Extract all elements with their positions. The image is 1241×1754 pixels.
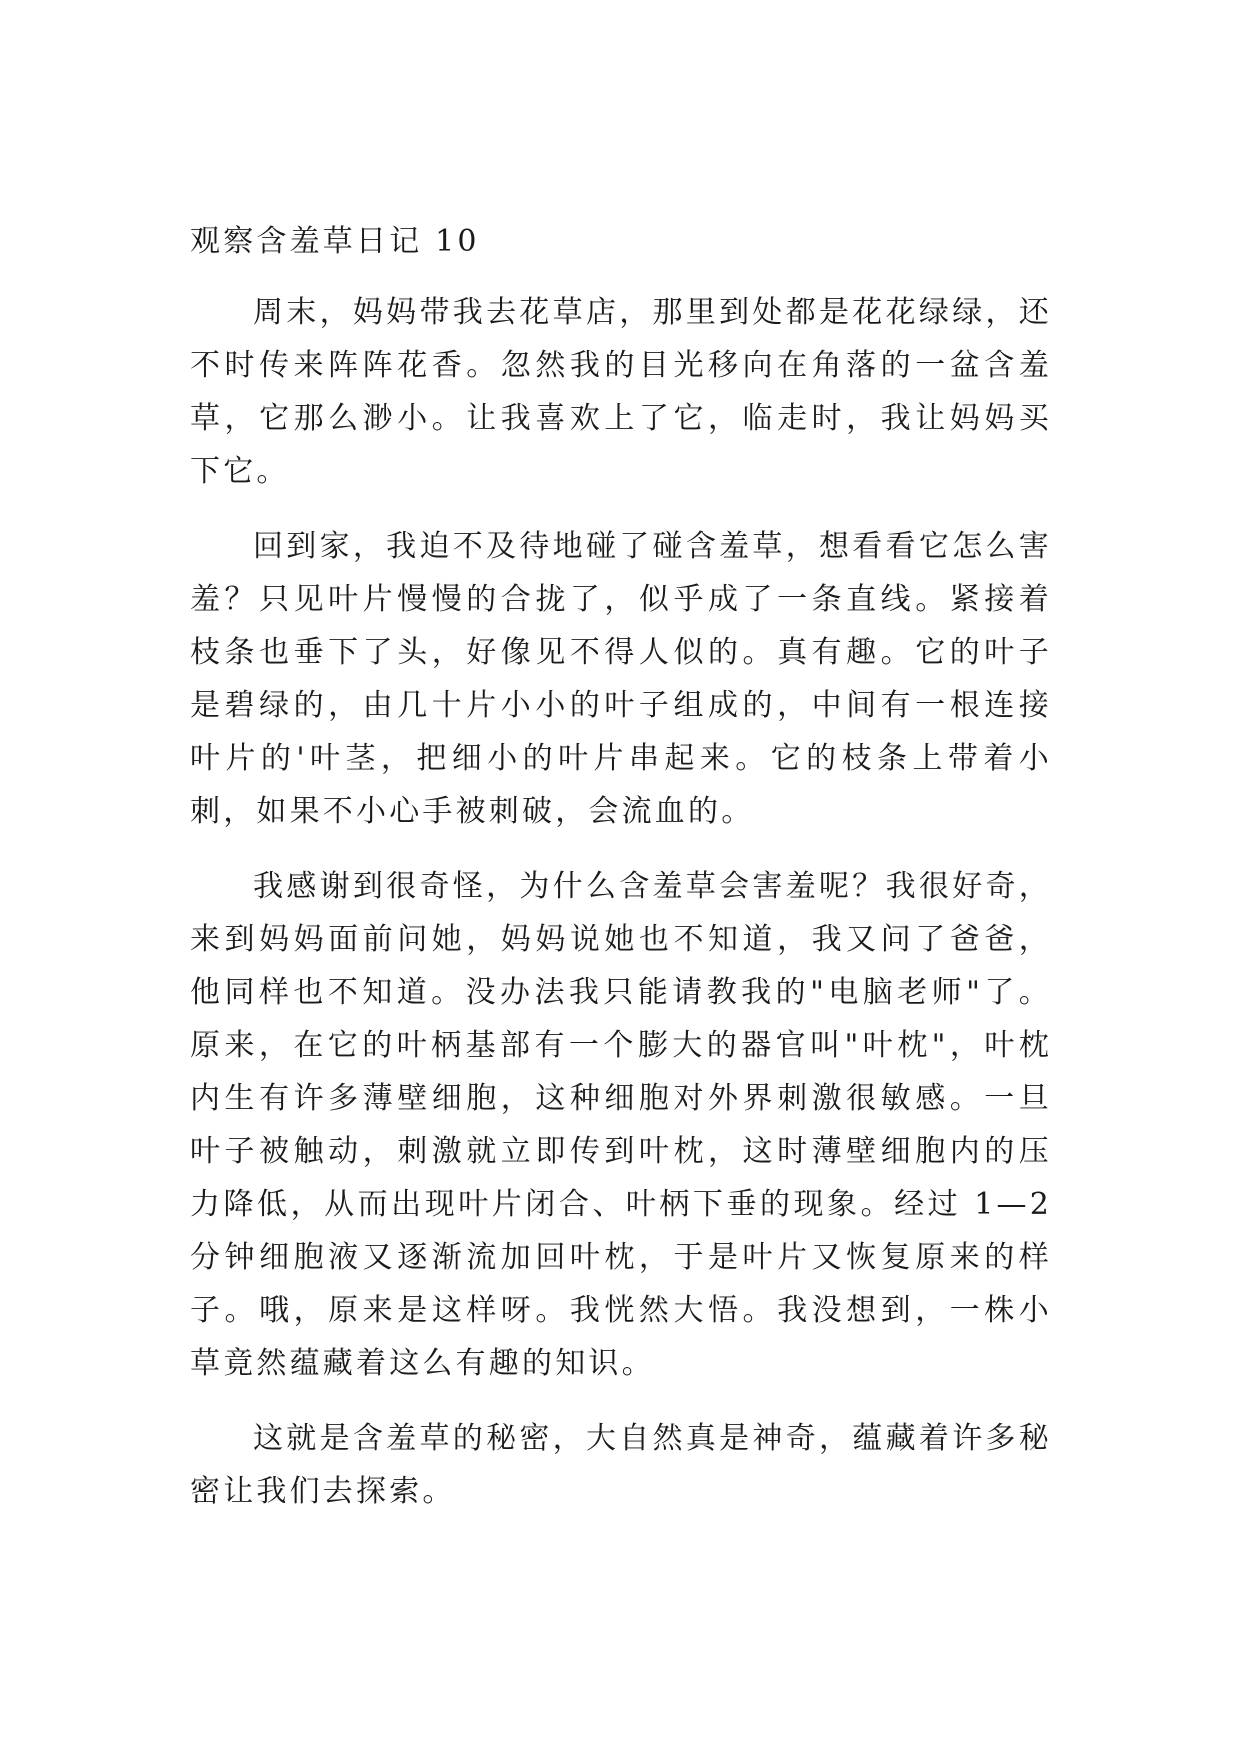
paragraph-2: 回到家，我迫不及待地碰了碰含羞草，想看看它怎么害羞？只见叶片慢慢的合拢了，似乎成了一条直线。紧接着枝条也垂下了头，好像见不得人似的。真有趣。它的叶子是碧绿的，由几十片小小的叶子组成的，中间有一根连接叶片的'叶茎，把细小的叶片串起来。它的枝条上带着小刺，如果不小心手被刺破，会流血的。 [190, 529, 1052, 829]
document-title: 观察含羞草日记 10 [190, 224, 480, 259]
document-body [190, 215, 1052, 1540]
paragraph-1: 周末，妈妈带我去花草店，那里到处都是花花绿绿，还不时传来阵阵花香。忽然我的目光移向在角落的一盆含羞草，它那么渺小。让我喜欢上了它，临走时，我让妈妈买下它。 [190, 295, 1052, 489]
paragraph-4: 这就是含羞草的秘密，大自然真是神奇，蕴藏着许多秘密让我们去探索。 [190, 1421, 1052, 1509]
paragraph-3: 我感谢到很奇怪，为什么含羞草会害羞呢？我很好奇，来到妈妈面前问她，妈妈说她也不知道，我又问了爸爸，他同样也不知道。没办法我只能请教我的"电脑老师"了。原来，在它的叶柄基部有一个膨大的器官叫"叶枕"，叶枕内生有许多薄壁细胞，这种细胞对外界刺激很敏感。一旦叶子被触动，刺激就立即传到叶枕，这时薄壁细胞内的压力降低，从而出现叶片闭合、叶柄下垂的现象。经过 1—2 分钟细胞液又逐渐流加回叶枕，于是叶片又恢复原来的样子。哦，原来是这样呀。我恍然大悟。我没想到，一株小草竟然蕴藏着这么有趣的知识。 [190, 869, 1052, 1381]
